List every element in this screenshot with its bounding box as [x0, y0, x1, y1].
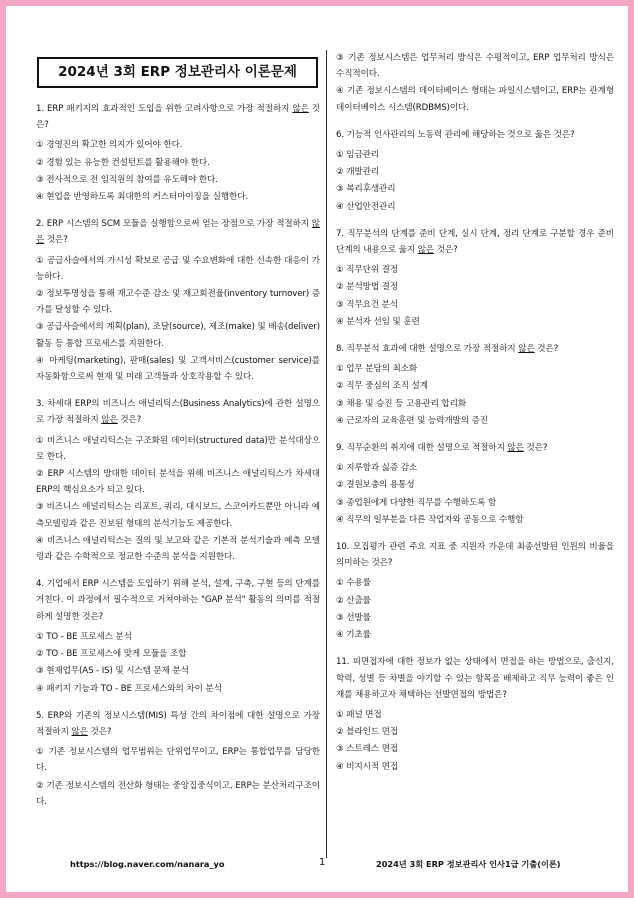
- answer-option: ① 공급사슬에서의 가시성 확보로 공급 및 수요변화에 대한 신속한 대응이 가능하다.: [36, 255, 320, 282]
- answer-option: ④ 비지시적 면접: [336, 761, 399, 772]
- emphasis-underline: 않은: [417, 245, 435, 256]
- right-column: [336, 50, 614, 786]
- answer-option: ① 비즈니스 애널리틱스는 구조화된 데이터(structured data)만 분석대상으로 한다.: [36, 435, 320, 462]
- question: [36, 576, 320, 696]
- question-text-part: 것은?: [534, 344, 559, 355]
- answer-option: ② 기존 정보시스템의 전산화 형태는 중앙집중식이고, ERP는 분산처리구조이다.: [36, 780, 320, 807]
- question: [336, 539, 614, 643]
- answer-option: ③ 전사적으로 전 임직원의 참여를 유도해야 한다.: [36, 174, 218, 185]
- answer-option: ③ 채용 및 승진 등 고용관리 합리화: [336, 398, 467, 409]
- answer-option: ④ 분석자 선임 및 훈련: [336, 316, 420, 327]
- question-text: [336, 654, 614, 703]
- question: [36, 396, 320, 565]
- question-text-part: 것은?: [44, 235, 68, 246]
- answer-option: ④ 산업안전관리: [336, 201, 396, 212]
- question-text: [36, 101, 320, 133]
- question-text-part: 9. 직무순환의 취지에 대한 설명으로 적절하지: [336, 443, 508, 454]
- answer-option: ③ 스트레스 면접: [336, 744, 399, 755]
- question: [36, 101, 320, 205]
- answer-option: ④ 직무의 일부분을 다른 작업자와 공동으로 수행함: [336, 514, 524, 525]
- answer-option: ② TO - BE 프로세스에 맞게 모듈을 조합: [36, 649, 187, 660]
- question-text-part: 것은?: [87, 726, 112, 737]
- emphasis-underline: 않은: [101, 415, 118, 426]
- question-text-part: 6. 기능적 인사관리의 노동력 관리에 해당하는 것으로 옳은 것은?: [336, 129, 575, 140]
- answer-option: ① 임금관리: [336, 150, 380, 161]
- answer-option: ① 패널 면접: [336, 709, 382, 720]
- answer-option: ① 업무 분담의 최소화: [336, 364, 418, 375]
- question-text-part: 3. 차세대 ERP의 비즈니스 애널리틱스(Business Analytics)에 관한 설명으로 가장 적절하지: [36, 399, 320, 426]
- question-text: [36, 576, 320, 625]
- answer-option: ② ERP 시스템의 방대한 데이터 분석을 위해 비즈니스 애널리틱스가 차세대 ERP의 핵심요소가 되고 있다.: [36, 469, 320, 496]
- answer-option: ④ 비즈니스 애널리틱스는 질의 및 보고와 같은 기본적 분석기술과 예측 모델링과 같은 수학적으로 정교한 수준의 분석을 지원한다.: [36, 535, 320, 563]
- answer-option: ④ 기존 정보시스템의 데이터베이스 형태는 파일시스템이고, ERP는 관계형 데이터베이스 시스템(RDBMS)이다.: [336, 86, 614, 113]
- answer-option: ① 지루함과 싫증 감소: [336, 463, 418, 474]
- answer-option: ④ 기초률: [336, 630, 371, 641]
- question-text: [336, 539, 614, 571]
- answer-option: ② 정보투명성을 통해 재고수준 감소 및 재고회전율(inventory turnover) 증가를 달성할 수 있다.: [36, 289, 320, 316]
- question: [336, 226, 614, 330]
- footer-url[interactable]: https://blog.naver.com/nanara_yo: [70, 859, 225, 869]
- answer-option: ② 분석방법 결정: [336, 282, 399, 293]
- answer-option: ④ 근로자의 교육훈련 및 능력개발의 증진: [336, 415, 488, 426]
- answer-option: ② 직무 중심의 조직 설계: [336, 381, 428, 392]
- continued-question: [336, 50, 614, 116]
- question-text: [36, 708, 320, 740]
- question-text-part: 7. 직무분석의 단계를 준비 단계, 실시 단계, 정리 단계로 구분할 경우 준비단계의 내용으로 옳지: [336, 228, 614, 256]
- question-text: [336, 440, 614, 456]
- answer-option: ② 블라인드 면접: [336, 727, 399, 738]
- answer-option: ③ 직무요건 분석: [336, 299, 399, 310]
- emphasis-underline: 않은: [292, 104, 309, 114]
- question: [336, 654, 614, 774]
- question-text-part: 10. 모집평가 관련 주요 지표 중 지원자 가운데 최종선발된 인원의 비율을 의미하는 것은?: [336, 542, 614, 569]
- question-text-part: 것은?: [36, 104, 320, 131]
- answer-option: ③ 기존 정보시스템은 업무처리 방식은 수평적이고, ERP 업무처리 방식은 수직적이다.: [336, 53, 614, 80]
- footer-title: 2024년 3회 ERP 정보관리사 인사1급 기출(이론): [376, 859, 561, 869]
- question: [336, 127, 614, 215]
- answer-option: ① 직무단위 결정: [336, 265, 399, 276]
- answer-option: ③ 복리후생관리: [336, 184, 396, 195]
- question-text-part: 것은?: [117, 415, 142, 426]
- question-text-part: 5. ERP와 기존의 정보시스템(MIS) 특성 간의 차이점에 대한 설명으로 가장 적절하지: [36, 710, 320, 737]
- emphasis-underline: 않은: [518, 344, 535, 355]
- emphasis-underline: 않은: [36, 219, 320, 246]
- question-text-part: 4. 기업에서 ERP 시스템을 도입하기 위해 분석, 설계, 구축, 구현 등의 단계를 거친다. 이 과정에서 필수적으로 거쳐야하는 "GAP 분석" 활동의 의미를 적절하게 설명한 것은?: [36, 579, 320, 622]
- answer-option: ② 결원보충의 용통성: [336, 480, 415, 491]
- answer-option: ③ 현재업무(AS - IS) 및 시스템 문제 분석: [36, 666, 189, 677]
- question-text-part: 1. ERP 패키지의 효과적인 도입을 위한 고려사항으로 가장 적절하지: [36, 104, 293, 114]
- question-text-part: 11. 피면접자에 대한 정보가 없는 상태에서 면접을 하는 방법으로, 출신지, 학력, 성별 등 차별을 야기할 수 있는 항목을 배제하고 직무 능력이 좋은 인재를 채용하고자 채택하는 선발면접의 방법은?: [336, 657, 614, 700]
- emphasis-underline: 않은: [507, 443, 524, 454]
- question: [36, 216, 320, 385]
- answer-option: ② 개발관리: [336, 167, 380, 178]
- answer-option: ① TO - BE 프로세스 분석: [36, 631, 132, 642]
- answer-option: ③ 비즈니스 애널리틱스는 리포트, 쿼리, 대시보드, 스코어카드뿐만 아니라 예측모델링과 같은 진보된 형태의 분석기능도 제공한다.: [36, 502, 320, 529]
- question-text-part: 것은?: [434, 245, 458, 256]
- question-text-part: 것은?: [523, 443, 548, 454]
- question: [36, 708, 320, 810]
- question-text: [36, 216, 320, 248]
- question: [336, 440, 614, 528]
- question: [336, 341, 614, 429]
- emphasis-underline: 않은: [71, 726, 88, 737]
- column-divider: [326, 50, 327, 858]
- question-text: [336, 127, 614, 143]
- answer-option: ③ 공급사슬에서의 계획(plan), 조달(source), 제조(make) 및 배송(deliver) 활동 등 통합 프로세스를 지원한다.: [36, 322, 320, 349]
- answer-option: ④ 현업을 반영하도록 최대한의 커스터마이징을 실행한다.: [36, 192, 249, 203]
- question-text: [36, 396, 320, 428]
- answer-option: ① 수용률: [336, 578, 371, 589]
- answer-option: ③ 선발률: [336, 612, 371, 623]
- answer-option: ② 산출률: [336, 595, 371, 606]
- question-text-part: 2. ERP 시스템의 SCM 모듈을 실행함으로써 얻는 장점으로 가장 적절하지: [36, 219, 312, 230]
- answer-option: ② 경험 있는 유능한 컨설턴트를 활용해야 한다.: [36, 157, 210, 168]
- answer-option: ④ 마케팅(marketing), 판매(sales) 및 고객서비스(customer service)를 자동화함으로써 현재 및 미래 고객들과 상호작용할 수 있다.: [36, 355, 320, 383]
- question-text: [336, 341, 614, 357]
- question-text: [336, 226, 614, 258]
- answer-option: ④ 패키지 기능과 TO - BE 프로세스와의 차이 분석: [36, 683, 222, 694]
- page-title: 2024년 3회 ERP 정보관리사 이론문제: [37, 57, 318, 88]
- answer-option: ① 기존 정보시스템의 업무범위는 단위업무이고, ERP는 통합업무를 담당한다.: [36, 747, 320, 774]
- left-column: [36, 101, 320, 821]
- answer-option: ① 경영진의 확고한 의지가 있어야 한다.: [36, 140, 183, 151]
- question-text-part: 8. 직무분석 효과에 대한 설명으로 가장 적절하지: [336, 344, 519, 355]
- page-number: 1: [319, 857, 326, 868]
- answer-option: ③ 종업원에게 다양한 직무를 수행하도록 함: [336, 497, 497, 508]
